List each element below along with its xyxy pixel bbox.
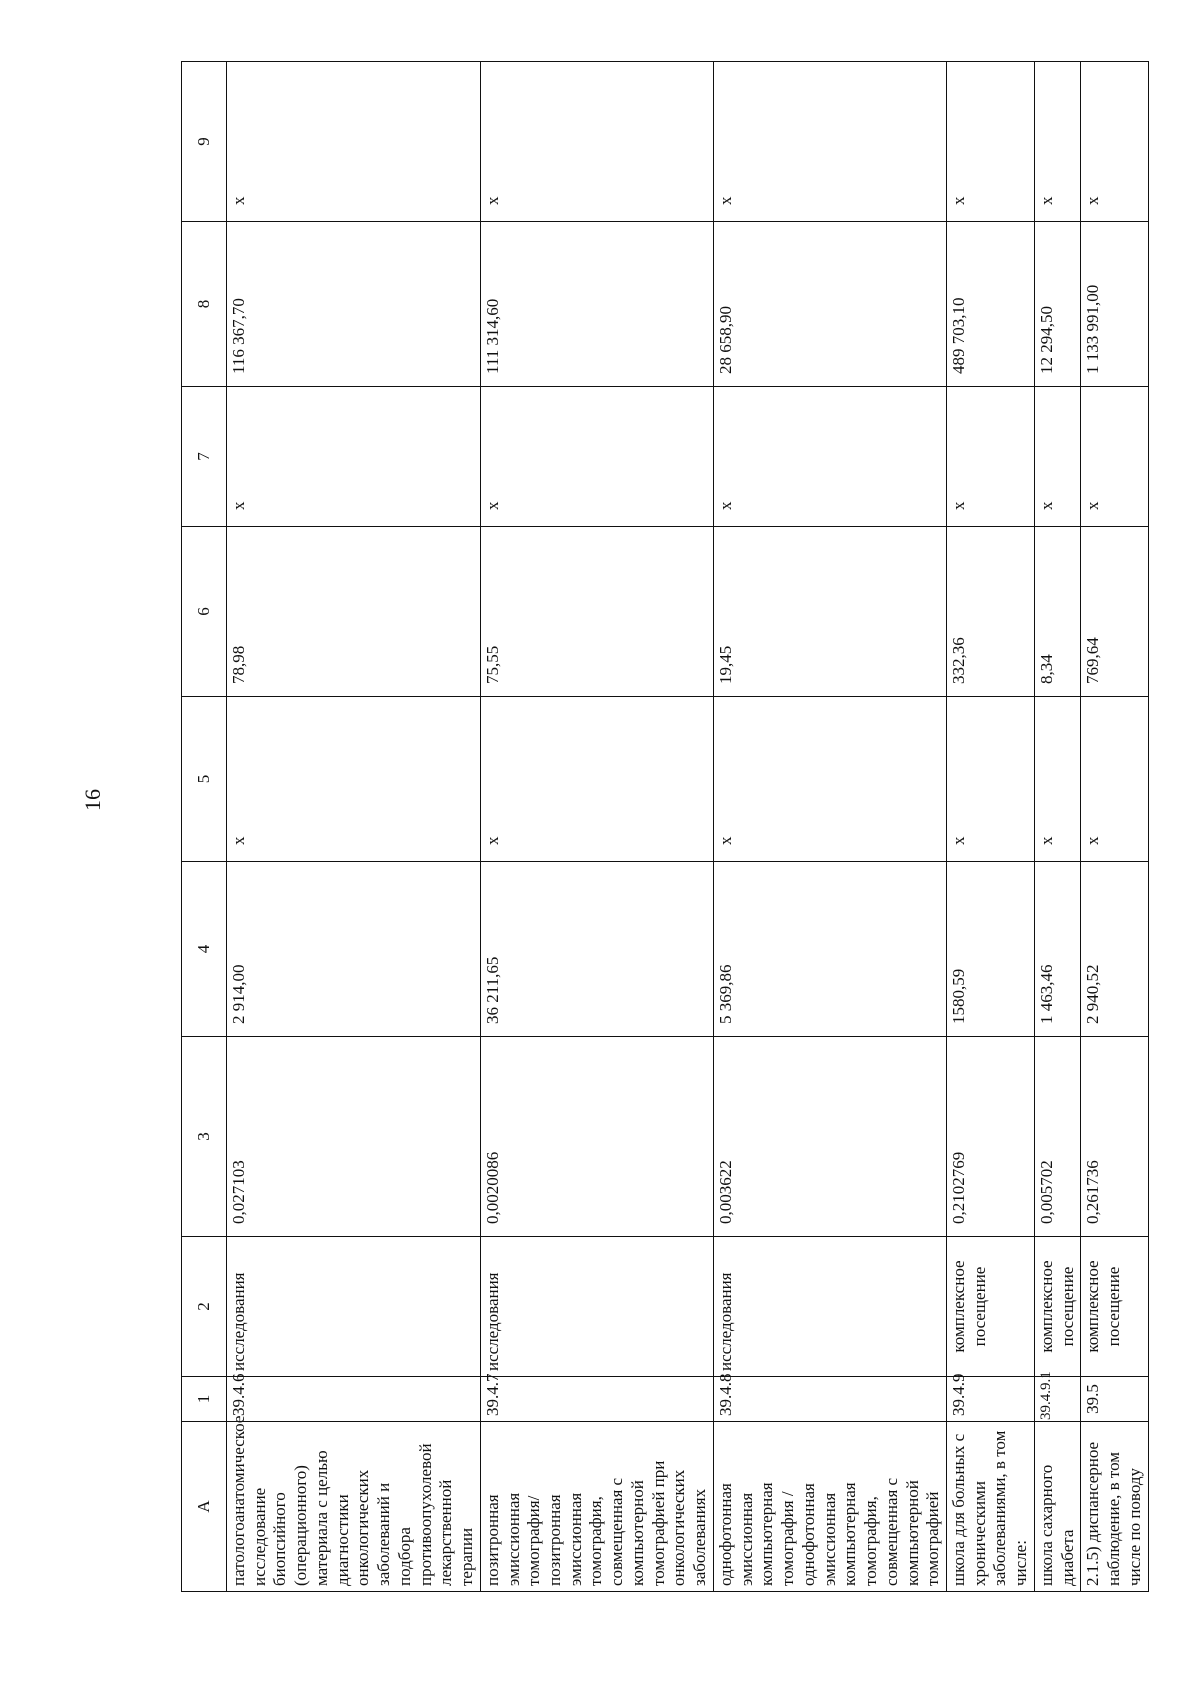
row-col-5: x [227,697,481,862]
row-col-3: 0,005702 [1034,1037,1080,1237]
row-col-8: 28 658,90 [713,222,946,387]
row-col-4: 2 914,00 [227,862,481,1037]
row-col-3: 0,2102769 [946,1037,1034,1237]
row-name: школа сахарного диабета [1034,1422,1080,1592]
header-cell-7: 7 [182,387,227,527]
row-col-7: x [1034,387,1080,527]
row-col-5: x [480,697,713,862]
row-col-8: 489 703,10 [946,222,1034,387]
row-col-5: x [946,697,1034,862]
row-name: патологоанатомическое исследование биопсийного (операционного) материала с целью диагностики онкологических заболеваний и подбора противоопухолевой лекарственной терапии [227,1422,481,1592]
row-name: однофотонная эмиссионная компьютерная томография / однофотонная эмиссионная компьютерная томография, совмещенная с компьютерной томографией [713,1422,946,1592]
row-name: позитронная эмиссионная томография/позитронная эмиссионная томография, совмещенная с компьютерной томографией при онкологических заболеваниях [480,1422,713,1592]
row-col-6: 769,64 [1081,527,1149,697]
row-col-8: 116 367,70 [227,222,481,387]
header-row [182,62,227,1592]
row-col-3: 0,261736 [1081,1037,1149,1237]
row-col-9: x [227,62,481,222]
row-unit: исследования [713,1237,946,1377]
header-cell-a: А [182,1422,227,1592]
row-unit: исследования [227,1237,481,1377]
row-col-6: 75,55 [480,527,713,697]
table-row [480,62,713,1592]
row-col-8: 1 133 991,00 [1081,222,1149,387]
rotated-table-container [181,62,1144,1592]
row-col-7: x [227,387,481,527]
row-col-3: 0,0020086 [480,1037,713,1237]
row-col-6: 19,45 [713,527,946,697]
row-col-5: x [713,697,946,862]
row-code: 39.4.8 [713,1377,946,1422]
header-cell-5: 5 [182,697,227,862]
row-col-9: x [946,62,1034,222]
header-cell-8: 8 [182,222,227,387]
row-col-4: 36 211,65 [480,862,713,1037]
row-col-3: 0,003622 [713,1037,946,1237]
row-code: 39.4.7 [480,1377,713,1422]
row-col-7: x [713,387,946,527]
header-cell-2: 2 [182,1237,227,1377]
row-col-4: 5 369,86 [713,862,946,1037]
table-row [227,62,481,1592]
row-col-5: x [1034,697,1080,862]
row-col-9: x [1034,62,1080,222]
header-cell-6: 6 [182,527,227,697]
row-col-4: 2 940,52 [1081,862,1149,1037]
row-col-4: 1 463,46 [1034,862,1080,1037]
row-unit: комплексное посещение [1081,1237,1149,1377]
header-cell-9: 9 [182,62,227,222]
table-row [1034,62,1080,1592]
row-col-4: 1580,59 [946,862,1034,1037]
row-code: 39.4.9.1 [1034,1377,1080,1422]
page-number: 16 [80,789,105,811]
row-name: 2.1.5) диспансерное наблюдение, в том числе по поводу [1081,1422,1149,1592]
header-cell-4: 4 [182,862,227,1037]
row-name: школа для больных с хроническими заболеваниями, в том числе: [946,1422,1034,1592]
data-table [181,61,1149,1592]
row-code: 39.4.9 [946,1377,1034,1422]
row-col-8: 12 294,50 [1034,222,1080,387]
row-code: 39.5 [1081,1377,1149,1422]
row-col-7: x [946,387,1034,527]
row-col-6: 332,36 [946,527,1034,697]
row-col-7: x [480,387,713,527]
header-cell-1: 1 [182,1377,227,1422]
row-col-5: x [1081,697,1149,862]
row-col-8: 111 314,60 [480,222,713,387]
row-col-6: 8,34 [1034,527,1080,697]
row-col-9: x [1081,62,1149,222]
header-cell-3: 3 [182,1037,227,1237]
row-col-9: x [480,62,713,222]
table-row [946,62,1034,1592]
row-col-6: 78,98 [227,527,481,697]
row-col-3: 0,027103 [227,1037,481,1237]
table-row [713,62,946,1592]
row-unit: комплексное посещение [1034,1237,1080,1377]
row-code: 39.4.6 [227,1377,481,1422]
table-row [1081,62,1149,1592]
row-unit: комплексное посещение [946,1237,1034,1377]
row-unit: исследования [480,1237,713,1377]
row-col-7: x [1081,387,1149,527]
row-col-9: x [713,62,946,222]
